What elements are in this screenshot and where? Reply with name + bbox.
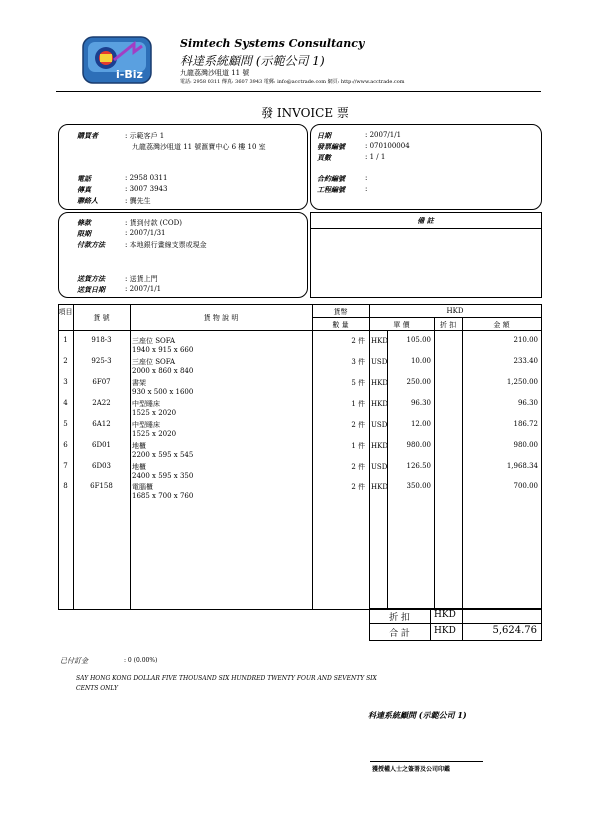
header-currency: 貨幣: [333, 308, 348, 316]
invoice-no-value: : 070100004: [365, 142, 410, 150]
pay-value: : 本地銀行畫線支票或現金: [125, 241, 207, 249]
row-price: 980.00: [406, 441, 431, 449]
total-currency: HKD: [434, 626, 456, 636]
row-no: 3: [63, 378, 68, 386]
row-no: 5: [63, 420, 68, 428]
col-line-4: [369, 304, 370, 609]
company-contact: 電話: 2958 0311 傳真: 3607 3943 電郵: info@acctrade.com 網頁: http://www.acctrade.com: [180, 79, 405, 85]
row-amount: 96.30: [517, 399, 538, 407]
row-currency: HKD: [371, 337, 388, 345]
row-amount: 700.00: [513, 482, 538, 490]
row-no: 1: [63, 336, 68, 344]
row-dim: 1685 x 700 x 760: [132, 492, 194, 500]
page-value: : 1 / 1: [365, 153, 386, 161]
row-code: 6F07: [92, 378, 111, 386]
buyer-label: 購買者: [77, 131, 98, 140]
row-dim: 2000 x 860 x 840: [132, 367, 194, 375]
table-subheader-divider: [369, 317, 541, 318]
deposit-label: 已付訂金: [60, 657, 88, 665]
row-dim: 1940 x 915 x 660: [132, 346, 194, 354]
due-label: 限期: [77, 229, 91, 238]
row-desc: 地櫃: [132, 463, 146, 471]
row-code: 918-3: [91, 336, 112, 344]
row-dim: 2400 x 595 x 350: [132, 472, 194, 480]
header-item: 項目: [58, 308, 73, 316]
row-qty: 2 件: [351, 483, 365, 491]
row-currency: USD: [371, 421, 388, 429]
row-currency: USD: [371, 463, 388, 471]
terms-value: : 貨到付款 (COD): [125, 219, 182, 227]
header-divider: [56, 91, 541, 92]
amount-in-words-1: SAY HONG KONG DOLLAR FIVE THOUSAND SIX HUNDRED TWENTY FOUR AND SEVENTY SIX: [76, 675, 377, 682]
row-currency: HKD: [371, 379, 388, 387]
header-code: 貨 號: [93, 314, 110, 322]
header-qty: 數 量: [332, 321, 349, 329]
totals-col-1: [430, 608, 431, 640]
signature-line: [370, 761, 483, 762]
col-line-3: [312, 304, 313, 609]
row-qty: 2 件: [351, 421, 365, 429]
fax-value: : 3007 3943: [125, 185, 168, 193]
logo-text: i-Biz: [116, 68, 143, 81]
col-line-2: [130, 304, 131, 609]
row-qty: 1 件: [351, 400, 365, 408]
header-amount: 金 額: [493, 321, 510, 329]
row-currency: HKD: [371, 442, 388, 450]
row-desc: 中型睡床: [132, 421, 160, 429]
deposit-value: : 0 (0.00%): [124, 657, 158, 664]
header-discount: 折 扣: [439, 321, 457, 329]
company-sign-name: 科達系統顧問 (示範公司 1): [368, 710, 467, 720]
delivery-date-label: 送貨日期: [77, 285, 105, 294]
total-amount: 5,624.76: [492, 625, 537, 636]
buyer-name: : 示範客戶 1: [125, 132, 165, 140]
row-amount: 1,968.34: [506, 462, 538, 470]
due-value: : 2007/1/31: [125, 229, 166, 237]
row-price: 10.00: [410, 357, 431, 365]
row-desc: 三座位 SOFA: [132, 358, 176, 366]
row-amount: 1,250.00: [506, 378, 538, 386]
row-desc: 電腦櫃: [132, 483, 153, 491]
signature-label: 獲授權人士之簽署及公司印鑑: [372, 766, 451, 773]
project-label: 工程編號: [317, 185, 345, 194]
company-logo: [82, 36, 152, 84]
row-amount: 233.40: [513, 357, 538, 365]
row-currency: USD: [371, 358, 388, 366]
row-dim: 930 x 500 x 1600: [132, 388, 194, 396]
row-no: 7: [63, 462, 68, 470]
discount-label: 折 扣: [389, 613, 410, 623]
row-code: 6D01: [92, 441, 111, 449]
delivery-value: : 送貨上門: [125, 275, 158, 283]
col-line-6: [434, 317, 435, 609]
row-price: 12.00: [410, 420, 431, 428]
totals-divider: [369, 623, 541, 624]
phone-value: : 2958 0311: [125, 174, 168, 182]
date-value: : 2007/1/1: [365, 131, 402, 139]
row-code: 925-3: [91, 357, 112, 365]
row-desc: 書架: [132, 379, 146, 387]
header-price: 單 價: [393, 321, 410, 329]
phone-label: 電話: [77, 174, 91, 183]
contact-value: : 龔先生: [125, 197, 151, 205]
row-amount: 980.00: [513, 441, 538, 449]
row-currency: HKD: [371, 483, 388, 491]
row-no: 2: [63, 357, 68, 365]
page-label: 頁數: [317, 153, 331, 162]
total-label: 合 計: [389, 629, 410, 639]
row-no: 4: [63, 399, 68, 407]
row-price: 96.30: [410, 399, 431, 407]
row-code: 6D03: [92, 462, 111, 470]
row-no: 6: [63, 441, 68, 449]
row-amount: 186.72: [513, 420, 538, 428]
contract-value: :: [365, 174, 368, 182]
delivery-date-value: : 2007/1/1: [125, 285, 162, 293]
row-dim: 2200 x 595 x 545: [132, 451, 194, 459]
row-price: 126.50: [406, 462, 431, 470]
row-code: 6A12: [92, 420, 111, 428]
row-desc: 三座位 SOFA: [132, 337, 176, 345]
fax-label: 傳真: [77, 185, 91, 194]
row-dim: 1525 x 2020: [132, 409, 177, 417]
page-title: 發 INVOICE 票: [261, 106, 349, 120]
pay-label: 付款方法: [77, 240, 105, 249]
row-qty: 3 件: [351, 358, 365, 366]
remarks-label: 備 註: [417, 216, 434, 225]
row-qty: 5 件: [351, 379, 365, 387]
row-currency: HKD: [371, 400, 388, 408]
amount-in-words-2: CENTS ONLY: [76, 685, 118, 692]
company-name-en: Simtech Systems Consultancy: [180, 37, 365, 50]
contact-label: 聯絡人: [77, 196, 98, 205]
invoice-info-box: [310, 124, 542, 210]
row-qty: 1 件: [351, 442, 365, 450]
header-hkd: HKD: [446, 307, 464, 315]
row-dim: 1525 x 2020: [132, 430, 177, 438]
row-qty: 2 件: [351, 463, 365, 471]
row-code: 6F158: [90, 482, 113, 490]
delivery-label: 送貨方法: [77, 274, 105, 283]
row-price: 250.00: [406, 378, 431, 386]
buyer-address: 九龍荔灣沙咀道 11 號滙寶中心 6 樓 10 室: [132, 143, 266, 151]
col-line-1: [73, 304, 74, 609]
remarks-divider: [310, 228, 541, 229]
row-price: 105.00: [406, 336, 431, 344]
invoice-no-label: 發票編號: [317, 142, 345, 151]
row-amount: 210.00: [513, 336, 538, 344]
row-desc: 中型睡床: [132, 400, 160, 408]
row-qty: 2 件: [351, 337, 365, 345]
company-name-zh: 科達系統顧問 (示範公司 1): [180, 54, 325, 68]
company-address: 九龍荔灣沙咀道 11 號: [180, 69, 250, 77]
contract-label: 合約編號: [317, 174, 345, 183]
discount-currency: HKD: [434, 610, 456, 620]
qty-subheader-divider: [312, 317, 369, 318]
row-price: 350.00: [406, 482, 431, 490]
row-desc: 地櫃: [132, 442, 146, 450]
row-no: 8: [63, 482, 68, 490]
row-code: 2A22: [92, 399, 111, 407]
date-label: 日期: [317, 131, 331, 140]
header-desc: 貨 物 說 明: [203, 314, 239, 322]
terms-label: 條款: [77, 218, 91, 227]
project-value: :: [365, 185, 368, 193]
